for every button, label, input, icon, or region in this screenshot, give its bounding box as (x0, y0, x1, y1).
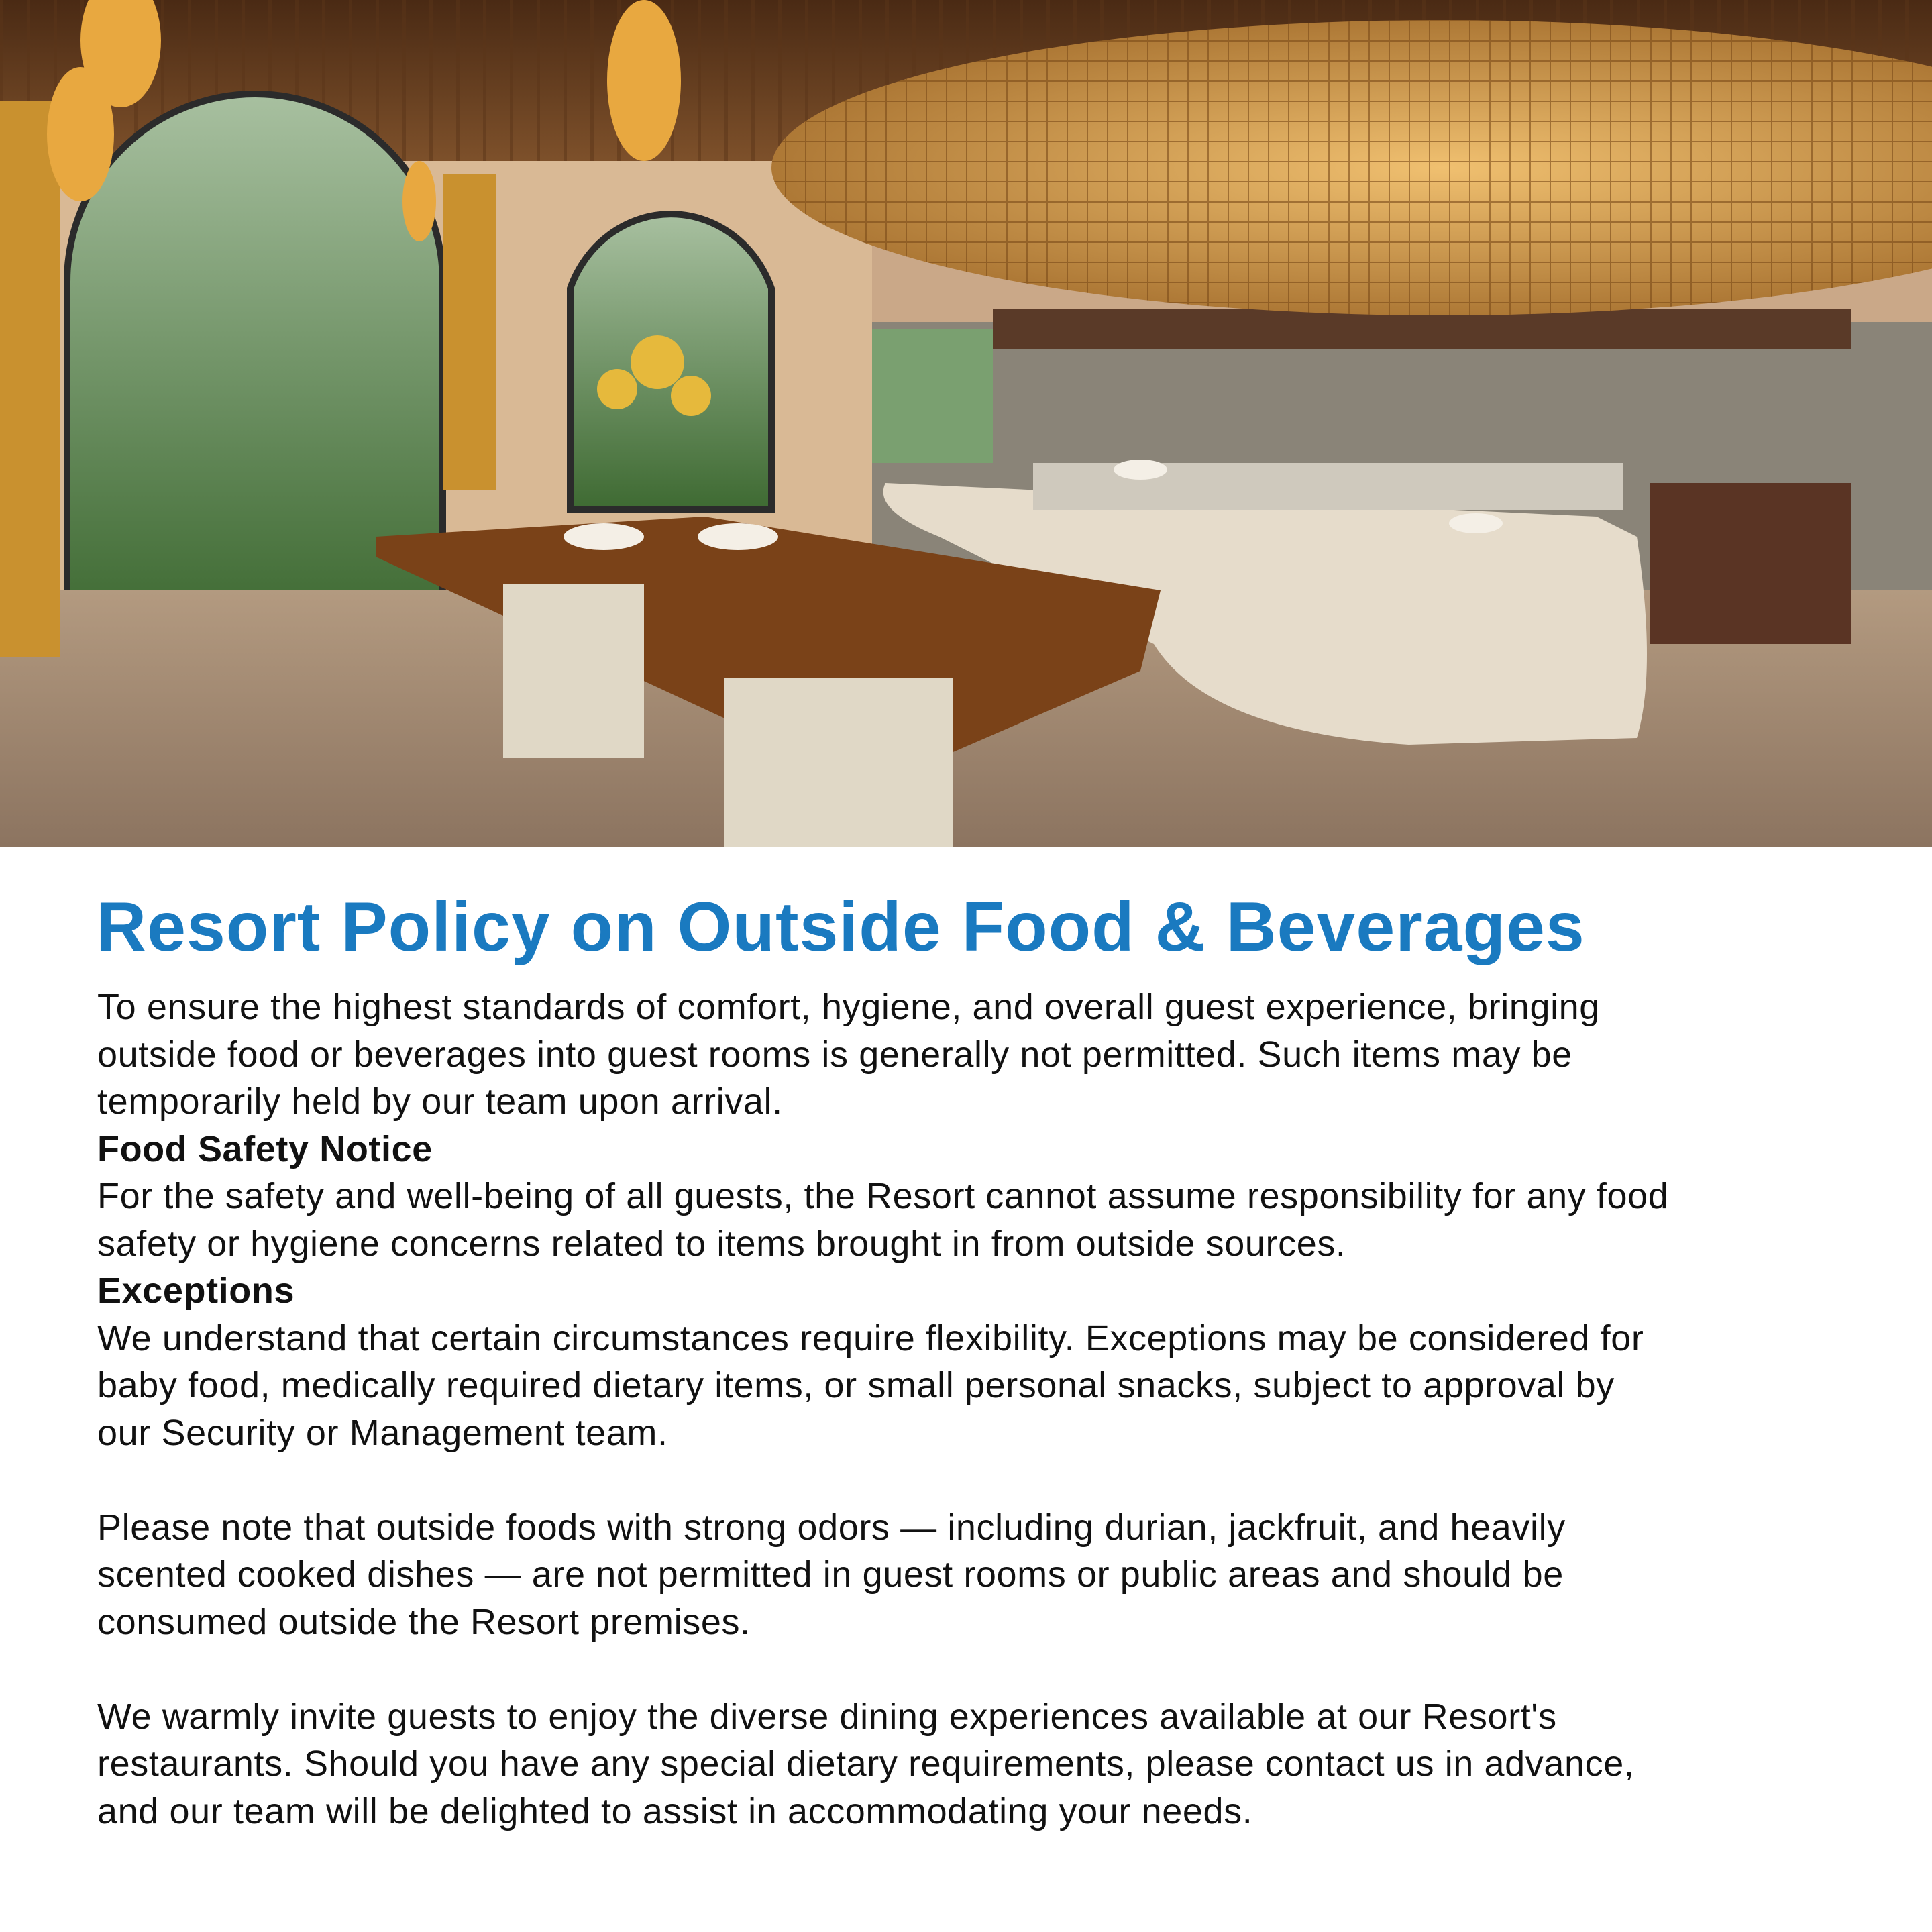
exceptions-section (97, 1267, 1868, 1456)
spacer (97, 1646, 1868, 1693)
closing-paragraph (97, 1693, 1868, 1835)
text-line: We warmly invite guests to enjoy the diverse dining experiences available at our Resort's (97, 1696, 1557, 1737)
section-heading: Food Safety Notice (97, 1128, 433, 1169)
text-line: outside food or beverages into guest rooms is generally not permitted. Such items may be (97, 1034, 1572, 1075)
intro-paragraph (97, 983, 1868, 1126)
text-line: our Security or Management team. (97, 1412, 668, 1453)
text-line: We understand that certain circumstances require flexibility. Exceptions may be considered for (97, 1318, 1644, 1358)
text-line: safety or hygiene concerns related to items brought in from outside sources. (97, 1223, 1346, 1264)
policy-body (97, 983, 1868, 1835)
text-line: temporarily held by our team upon arrival. (97, 1081, 783, 1122)
text-line: To ensure the highest standards of comfort, hygiene, and overall guest experience, bringing (97, 987, 1600, 1027)
restaurant-photo (0, 0, 1932, 847)
food-safety-section (97, 1126, 1868, 1268)
text-line: restaurants. Should you have any special dietary requirements, please contact us in advance, (97, 1743, 1635, 1784)
text-line: scented cooked dishes — are not permitted in guest rooms or public areas and should be (97, 1554, 1564, 1595)
text-line: and our team will be delighted to assist in accommodating your needs. (97, 1790, 1253, 1831)
text-line: Please note that outside foods with strong odors — including durian, jackfruit, and heavily (97, 1507, 1566, 1548)
text-line: baby food, medically required dietary items, or small personal snacks, subject to approval by (97, 1365, 1615, 1405)
text-line: For the safety and well-being of all guests, the Resort cannot assume responsibility for any food (97, 1176, 1669, 1216)
page-title: Resort Policy on Outside Food & Beverages (96, 888, 1585, 966)
spacer (97, 1456, 1868, 1504)
text-line: consumed outside the Resort premises. (97, 1601, 751, 1642)
odors-paragraph (97, 1504, 1868, 1646)
section-heading: Exceptions (97, 1271, 295, 1311)
